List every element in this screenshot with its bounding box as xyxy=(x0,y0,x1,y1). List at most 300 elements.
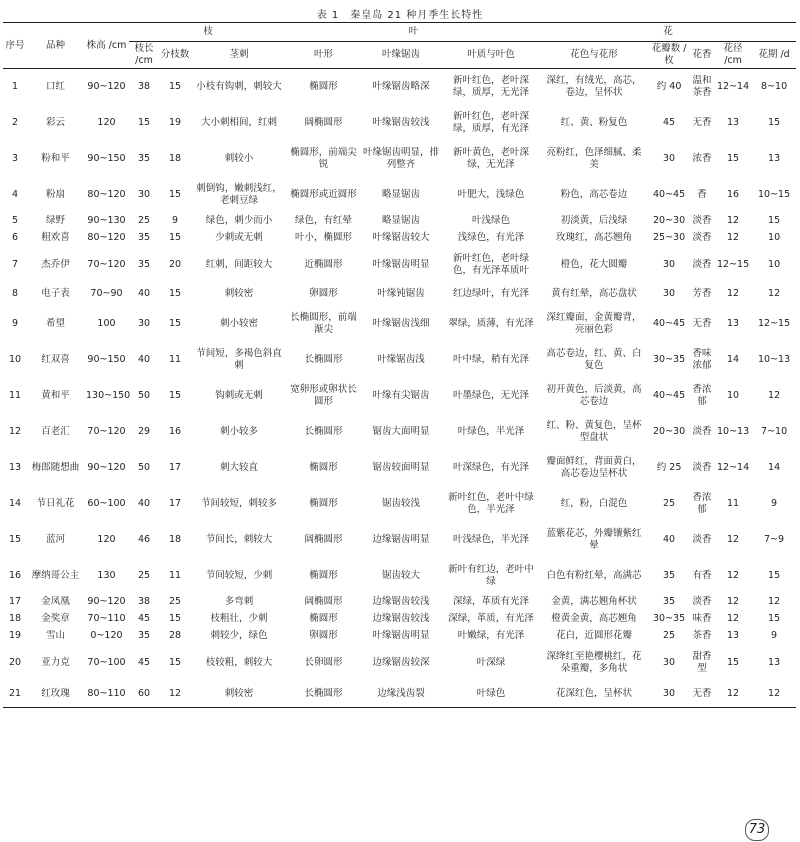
branch-length: 35 xyxy=(137,152,151,164)
branch-length: 38 xyxy=(137,80,151,92)
variety-name: 金凤凰 xyxy=(41,596,70,607)
leaf-shape: 椭圆形 xyxy=(309,497,338,509)
stem-thorn: 刺倒钩，嫩刺浅红，老刺豆绿 xyxy=(196,182,282,206)
flower-diameter: 12~15 xyxy=(716,258,750,270)
variety-name: 红双喜 xyxy=(41,353,70,365)
leaf-texture-color: 叶浅绿色，半光泽 xyxy=(453,533,530,545)
plant-height: 90~120 xyxy=(87,461,126,473)
stem-thorn: 节间较短，少刺 xyxy=(205,569,273,581)
leaf-serration: 边缘锯齿较浅 xyxy=(372,613,430,624)
flower-color-form: 白色有粉红晕，高满芯 xyxy=(546,569,642,581)
leaf-texture-color: 新叶黄色，老叶深绿，无光泽 xyxy=(453,146,530,170)
flower-diameter: 13 xyxy=(727,317,740,329)
flowering-period: 15 xyxy=(768,215,781,226)
variety-name: 雪山 xyxy=(45,630,65,641)
leaf-shape: 宽卵形或卵状长圆形 xyxy=(290,383,357,407)
fragrance: 淡香 xyxy=(692,215,712,226)
branch-length: 45 xyxy=(137,656,151,668)
flowering-period: 15 xyxy=(768,116,781,128)
header-seq: 序号 xyxy=(3,23,27,69)
row-number: 16 xyxy=(8,569,22,581)
leaf-shape: 长椭圆形 xyxy=(287,681,360,708)
flowering-period: 12 xyxy=(768,288,781,299)
flower-color-form: 高芯卷边，红、黄、白复色 xyxy=(546,347,642,371)
flower-color-form: 瓣面鲜红，背面黄白，高芯卷边呈杯状 xyxy=(546,455,642,479)
branch-count: 15 xyxy=(168,317,182,329)
flower-color-form: 红、黄、粉复色 xyxy=(560,116,628,128)
branch-length: 40 xyxy=(137,353,151,365)
fragrance: 无香 xyxy=(692,317,712,329)
fragrance: 淡香 xyxy=(692,533,712,545)
row-number: 9 xyxy=(11,317,19,329)
flower-color-form: 蓝紫花芯，外瓣镶紫红晕 xyxy=(546,527,642,551)
fragrance: 香浓郁 xyxy=(692,383,712,407)
branch-count: 9 xyxy=(171,215,179,226)
flowering-period: 12 xyxy=(768,389,781,401)
petal-count: 40~45 xyxy=(652,389,686,401)
plant-height: 90~150 xyxy=(87,152,126,164)
fragrance: 淡香 xyxy=(692,425,712,437)
fragrance: 淡香 xyxy=(692,258,712,270)
row-number: 12 xyxy=(8,425,22,437)
leaf-texture-color: 红边绿叶，有光泽 xyxy=(453,288,530,299)
variety-name: 亚力克 xyxy=(41,656,70,668)
fragrance: 淡香 xyxy=(692,232,712,243)
stem-thorn: 刺较密 xyxy=(191,681,287,708)
flowering-period: 7~10 xyxy=(761,425,788,437)
fragrance: 淡香 xyxy=(692,596,712,607)
plant-height: 90~120 xyxy=(87,596,126,607)
flower-diameter: 10 xyxy=(727,389,740,401)
plant-height: 80~120 xyxy=(87,188,126,200)
branch-length: 50 xyxy=(137,461,151,473)
stem-thorn: 少刺或无刺 xyxy=(215,232,263,243)
leaf-shape: 椭圆形，前端尖锐 xyxy=(290,146,357,170)
stem-thorn: 多弯刺 xyxy=(224,596,254,607)
variety-name: 粉扇 xyxy=(45,188,65,200)
flower-diameter: 12~14 xyxy=(716,80,750,92)
flowering-period: 9 xyxy=(771,497,778,509)
branch-count: 28 xyxy=(168,630,182,641)
petal-count: 30 xyxy=(663,288,676,299)
petal-count: 30~35 xyxy=(652,353,686,365)
flower-diameter: 12 xyxy=(727,569,740,581)
petal-count: 25 xyxy=(663,630,676,641)
header-height: 株高 /cm xyxy=(84,23,129,69)
stem-thorn: 节间较短，刺较多 xyxy=(201,497,278,509)
branch-length: 35 xyxy=(137,232,151,243)
header-branch-length: 枝长 /cm xyxy=(129,42,159,69)
flower-diameter: 16 xyxy=(727,188,740,200)
page-number: 73 xyxy=(745,819,769,841)
flowering-period: 10 xyxy=(768,232,781,243)
leaf-texture-color: 叶绿色 xyxy=(442,681,540,708)
flower-color-form: 深红，有绒光，高芯，卷边，呈怀状 xyxy=(546,74,642,98)
branch-length: 40 xyxy=(137,497,151,509)
header-stem-thorn: 茎刺 xyxy=(191,42,287,69)
stem-thorn: 大小刺相间，红刺 xyxy=(201,116,278,128)
flower-color-form: 初淡黄，后浅绿 xyxy=(560,215,628,226)
flowering-period: 9 xyxy=(771,630,778,641)
flower-color-form: 红、粉、黄复色，呈杯型盘状 xyxy=(546,419,642,443)
leaf-serration: 边缘锯齿明显 xyxy=(372,533,430,545)
table-caption: 表 1 秦皇岛 21 种月季生长特性 xyxy=(316,10,484,21)
fragrance: 香浓郁 xyxy=(692,491,712,515)
table-row xyxy=(3,414,796,450)
flower-diameter: 11 xyxy=(727,497,740,509)
leaf-serration: 叶缘锯齿略深 xyxy=(372,80,430,92)
leaf-texture-color: 叶肥大，浅绿色 xyxy=(457,188,525,200)
branch-count: 11 xyxy=(168,569,182,581)
leaf-shape: 阔椭圆形 xyxy=(304,116,343,128)
table-row xyxy=(3,645,796,681)
branch-count: 15 xyxy=(168,389,182,401)
row-number: 19 xyxy=(8,630,22,641)
branch-length: 29 xyxy=(137,425,151,437)
variety-name: 彩云 xyxy=(45,116,65,128)
plant-height: 100 xyxy=(97,317,116,329)
row-number: 10 xyxy=(8,353,22,365)
variety-name: 节日礼花 xyxy=(36,497,75,509)
header-leaf-serration: 叶缘锯齿 xyxy=(360,42,442,69)
stem-thorn: 刺较密 xyxy=(224,288,254,299)
fragrance: 无香 xyxy=(692,116,712,128)
leaf-shape: 椭圆形 xyxy=(309,80,338,92)
flowering-period: 10~15 xyxy=(758,188,791,200)
plant-height: 70~100 xyxy=(87,656,126,668)
flower-color-form: 橙黄金黄，高芯翘角 xyxy=(551,613,637,624)
stem-thorn: 节间长，刺较大 xyxy=(205,533,273,545)
header-leaf-texture-color: 叶质与叶色 xyxy=(442,42,540,69)
table-row xyxy=(3,681,796,708)
branch-length: 25 xyxy=(137,215,151,226)
fragrance: 香味浓郁 xyxy=(692,347,712,371)
flower-color-form: 深红瓣面，金黄瓣背，亮丽色彩 xyxy=(546,311,642,335)
leaf-serration: 叶缘有尖锯齿 xyxy=(372,389,430,401)
row-number: 21 xyxy=(3,681,27,708)
leaf-serration: 边缘锯齿较深 xyxy=(372,656,430,668)
variety-name: 蓝河 xyxy=(45,533,65,545)
flower-color-form: 深绛红至艳樱桃红，花朵重瓣，多角状 xyxy=(546,650,642,674)
variety-name: 口红 xyxy=(45,80,65,92)
petal-count: 20~30 xyxy=(652,425,686,437)
leaf-texture-color: 叶墨绿色，无光泽 xyxy=(453,389,530,401)
petal-count: 约 40 xyxy=(656,80,682,92)
flower-diameter: 10~13 xyxy=(716,425,750,437)
stem-thorn: 刺较小 xyxy=(224,152,254,164)
leaf-texture-color: 叶中绿，稍有光泽 xyxy=(453,353,530,365)
leaf-shape: 卵圆形 xyxy=(309,630,338,641)
leaf-serration: 叶缘锯齿明显 xyxy=(372,630,430,641)
leaf-serration: 边缘锯齿较浅 xyxy=(372,596,430,607)
branch-count: 15 xyxy=(168,80,182,92)
branch-length: 45 xyxy=(137,613,151,624)
flowering-period: 12~15 xyxy=(758,317,791,329)
row-number: 13 xyxy=(8,461,22,473)
leaf-shape: 椭圆形或近圆形 xyxy=(290,188,357,200)
leaf-shape: 长椭圆形 xyxy=(304,425,343,437)
petal-count: 20~30 xyxy=(652,215,686,226)
table-row xyxy=(3,247,796,283)
row-number: 7 xyxy=(11,258,19,270)
variety-name: 粉和平 xyxy=(41,152,70,164)
leaf-texture-color: 叶深绿色，有光泽 xyxy=(453,461,530,473)
flowering-period: 13 xyxy=(768,152,781,164)
table-row xyxy=(3,628,796,645)
leaf-shape: 长椭圆形，前端渐尖 xyxy=(290,311,357,335)
leaf-serration: 叶缘锯齿明显，排列整齐 xyxy=(363,146,440,170)
header-flowering-period: 花期 /d xyxy=(752,42,796,69)
flowering-period: 12 xyxy=(752,681,796,708)
plant-height: 80~110 xyxy=(84,681,129,708)
branch-count: 15 xyxy=(168,188,182,200)
fragrance: 甜香型 xyxy=(692,650,712,674)
branch-length: 15 xyxy=(137,116,151,128)
flowering-period: 15 xyxy=(768,569,781,581)
petal-count: 30 xyxy=(648,681,690,708)
row-number: 20 xyxy=(8,656,22,668)
leaf-shape: 阔椭圆形 xyxy=(304,596,343,607)
leaf-shape: 卵圆形 xyxy=(309,288,338,299)
fragrance: 浓香 xyxy=(692,152,712,164)
flower-color-form: 亮粉红，色泽细腻、柔美 xyxy=(546,146,642,170)
table-row xyxy=(3,69,796,105)
plant-height: 60~100 xyxy=(87,497,126,509)
leaf-shape: 叶小，椭圆形 xyxy=(295,232,353,243)
leaf-serration: 叶缘钝锯齿 xyxy=(377,288,425,299)
petal-count: 35 xyxy=(663,596,676,607)
leaf-shape: 椭圆形 xyxy=(309,461,338,473)
table-row xyxy=(3,450,796,486)
branch-count: 20 xyxy=(168,258,182,270)
header-branch-count: 分枝数 xyxy=(159,42,191,69)
stem-thorn: 节间短，多褐色斜直刺 xyxy=(196,347,282,371)
branch-count: 17 xyxy=(168,497,182,509)
stem-thorn: 红刺，间距较大 xyxy=(205,258,273,270)
leaf-shape: 长椭圆形 xyxy=(304,353,343,365)
fragrance: 淡香 xyxy=(692,461,712,473)
variety-name: 摩纳哥公主 xyxy=(31,569,80,581)
branch-count: 25 xyxy=(168,596,182,607)
fragrance: 无香 xyxy=(690,681,714,708)
flower-color-form: 初开黄色，后淡黄，高芯卷边 xyxy=(546,383,642,407)
plant-height: 130 xyxy=(97,569,116,581)
plant-height: 90~150 xyxy=(87,353,126,365)
flower-diameter: 14 xyxy=(727,353,740,365)
flower-diameter: 13 xyxy=(727,630,740,641)
header-flower-diameter: 花径 /cm xyxy=(714,42,752,69)
leaf-serration: 锯齿较面明显 xyxy=(372,461,430,473)
header-group-flower: 花 xyxy=(540,23,796,42)
fragrance: 茶香 xyxy=(692,630,712,641)
flower-color-form: 橙色，花大圆瓣 xyxy=(560,258,628,270)
variety-name: 红玫瑰 xyxy=(27,681,84,708)
table-row xyxy=(3,105,796,141)
flowering-period: 10~13 xyxy=(758,353,791,365)
flower-diameter: 13 xyxy=(727,116,740,128)
petal-count: 40~45 xyxy=(652,317,686,329)
row-number: 3 xyxy=(11,152,19,164)
leaf-texture-color: 新叶红色，老叶深绿，质厚，无光泽 xyxy=(453,74,530,98)
row-number: 2 xyxy=(11,116,19,128)
stem-thorn: 绿色，刺少而小 xyxy=(205,215,273,226)
branch-length: 30 xyxy=(137,317,151,329)
plant-height: 70~120 xyxy=(87,258,126,270)
flower-diameter: 12 xyxy=(727,533,740,545)
leaf-serration: 略显锯齿 xyxy=(382,188,421,200)
leaf-serration: 锯齿较浅 xyxy=(382,497,421,509)
plant-height: 80~120 xyxy=(87,232,126,243)
flower-diameter: 12 xyxy=(727,215,740,226)
leaf-shape: 椭圆形 xyxy=(309,569,338,581)
table-row xyxy=(3,522,796,558)
branch-length: 35 xyxy=(137,258,151,270)
petal-count: 35 xyxy=(663,569,676,581)
flower-diameter: 12 xyxy=(714,681,752,708)
branch-length: 25 xyxy=(137,569,151,581)
leaf-shape: 近椭圆形 xyxy=(304,258,343,270)
stem-thorn: 小枝有钩刺，刺较大 xyxy=(196,80,282,92)
flower-diameter: 15 xyxy=(727,152,740,164)
branch-count: 18 xyxy=(168,152,182,164)
stem-thorn: 刺较少，绿色 xyxy=(210,630,268,641)
plant-height: 120 xyxy=(97,533,116,545)
leaf-serration: 叶缘锯齿浅 xyxy=(377,353,425,365)
flower-diameter: 12 xyxy=(727,232,740,243)
flower-diameter: 12~14 xyxy=(716,461,750,473)
plant-height: 70~120 xyxy=(87,425,126,437)
table-row xyxy=(3,177,796,213)
plant-height: 70~110 xyxy=(87,613,126,624)
header-group-branch: 枝 xyxy=(129,23,287,42)
row-number: 1 xyxy=(11,80,19,92)
petal-count: 30~35 xyxy=(652,613,686,624)
leaf-serration: 叶缘锯齿浅细 xyxy=(372,317,430,329)
petal-count: 40~45 xyxy=(652,188,686,200)
stem-thorn: 枝粗壮，少刺 xyxy=(210,613,268,624)
variety-name: 百老汇 xyxy=(41,425,70,437)
row-number: 14 xyxy=(8,497,22,509)
stem-thorn: 钩刺或无刺 xyxy=(215,389,263,401)
fragrance: 有香 xyxy=(692,569,712,581)
leaf-texture-color: 叶浅绿色 xyxy=(472,215,511,226)
leaf-serration: 叶缘锯齿明显 xyxy=(372,258,430,270)
branch-length: 30 xyxy=(137,188,151,200)
leaf-texture-color: 新叶红色，老叶绿色，有光泽革质叶 xyxy=(453,252,530,276)
branch-count: 15 xyxy=(168,613,182,624)
flowering-period: 8~10 xyxy=(761,80,788,92)
branch-count: 16 xyxy=(168,425,182,437)
leaf-serration: 边缘浅齿裂 xyxy=(360,681,442,708)
table-row xyxy=(3,230,796,247)
row-number: 4 xyxy=(11,188,19,200)
branch-count: 15 xyxy=(168,288,182,299)
leaf-serration: 略显锯齿 xyxy=(382,215,421,226)
flower-color-form: 红，粉，白混色 xyxy=(560,497,628,509)
leaf-texture-color: 叶嫩绿，有光泽 xyxy=(457,630,525,641)
variety-name: 希望 xyxy=(45,317,65,329)
leaf-texture-color: 浅绿色，有光泽 xyxy=(457,232,525,243)
leaf-shape: 椭圆形 xyxy=(309,613,338,624)
petal-count: 25~30 xyxy=(652,232,686,243)
plant-height: 90~120 xyxy=(87,80,126,92)
flower-diameter: 12 xyxy=(727,288,740,299)
table-row xyxy=(3,141,796,177)
table-row xyxy=(3,342,796,378)
petal-count: 30 xyxy=(663,152,676,164)
flower-color-form: 玫瑰红，高芯翘角 xyxy=(556,232,633,243)
leaf-texture-color: 叶深绿 xyxy=(476,656,506,668)
plant-height: 120 xyxy=(97,116,116,128)
header-variety: 品种 xyxy=(27,23,84,69)
flowering-period: 13 xyxy=(768,656,781,668)
petal-count: 40 xyxy=(663,533,676,545)
variety-name: 粗欢喜 xyxy=(41,232,70,243)
branch-length: 38 xyxy=(137,596,151,607)
variety-name: 电子表 xyxy=(41,288,70,299)
flower-color-form: 花深红色，呈杯状 xyxy=(540,681,648,708)
variety-name: 金奖章 xyxy=(41,613,70,624)
flower-color-form: 黄有红晕，高芯盘状 xyxy=(551,288,637,299)
leaf-serration: 锯齿较大 xyxy=(382,569,421,581)
leaf-texture-color: 新叶红色，老叶中绿色，半光泽 xyxy=(448,491,534,515)
leaf-texture-color: 深绿，革质，有光泽 xyxy=(448,613,534,624)
flower-diameter: 12 xyxy=(727,596,740,607)
plant-height: 70~90 xyxy=(90,288,123,299)
leaf-texture-color: 新叶红色，老叶深绿，质厚，有光泽 xyxy=(453,110,530,134)
table-row xyxy=(3,306,796,342)
flower-color-form: 花白，近圆形花瓣 xyxy=(556,630,633,641)
branch-count: 15 xyxy=(168,232,182,243)
flower-diameter: 15 xyxy=(727,656,740,668)
row-number: 18 xyxy=(8,613,22,624)
petal-count: 约 25 xyxy=(656,461,682,473)
variety-name: 黄和平 xyxy=(41,389,70,401)
variety-name: 杰乔伊 xyxy=(41,258,70,270)
row-number: 8 xyxy=(11,288,19,299)
petal-count: 25 xyxy=(663,497,676,509)
branch-count: 15 xyxy=(168,656,182,668)
header-flower-color-form: 花色与花形 xyxy=(540,42,648,69)
fragrance: 温和茶香 xyxy=(692,74,712,98)
flowering-period: 7~9 xyxy=(764,533,785,545)
header-group-leaf: 叶 xyxy=(287,23,540,42)
branch-count: 19 xyxy=(168,116,182,128)
branch-length: 50 xyxy=(137,389,151,401)
flowering-period: 10 xyxy=(768,258,781,270)
leaf-texture-color: 翠绿，质薄，有光泽 xyxy=(448,317,534,329)
branch-length: 46 xyxy=(137,533,151,545)
branch-count: 17 xyxy=(168,461,182,473)
branch-length: 40 xyxy=(137,288,151,299)
leaf-texture-color: 叶绿色，半光泽 xyxy=(457,425,525,437)
table-row xyxy=(3,558,796,594)
flowering-period: 14 xyxy=(768,461,781,473)
leaf-serration: 叶缘锯齿较大 xyxy=(372,232,430,243)
leaf-texture-color: 深绿，革质有光泽 xyxy=(453,596,530,607)
row-number: 5 xyxy=(11,215,19,226)
branch-count: 18 xyxy=(168,533,182,545)
stem-thorn: 枝较粗，刺较大 xyxy=(205,656,273,668)
leaf-texture-color: 新叶有红边，老叶中绿 xyxy=(448,563,534,587)
rose-traits-table xyxy=(3,22,796,708)
table-row xyxy=(3,283,796,306)
header-fragrance: 花香 xyxy=(690,42,714,69)
branch-count: 12 xyxy=(159,681,191,708)
flowering-period: 12 xyxy=(768,596,781,607)
header-petal-count: 花瓣数 / 枚 xyxy=(648,42,690,69)
leaf-shape: 绿色，有红晕 xyxy=(295,215,353,226)
